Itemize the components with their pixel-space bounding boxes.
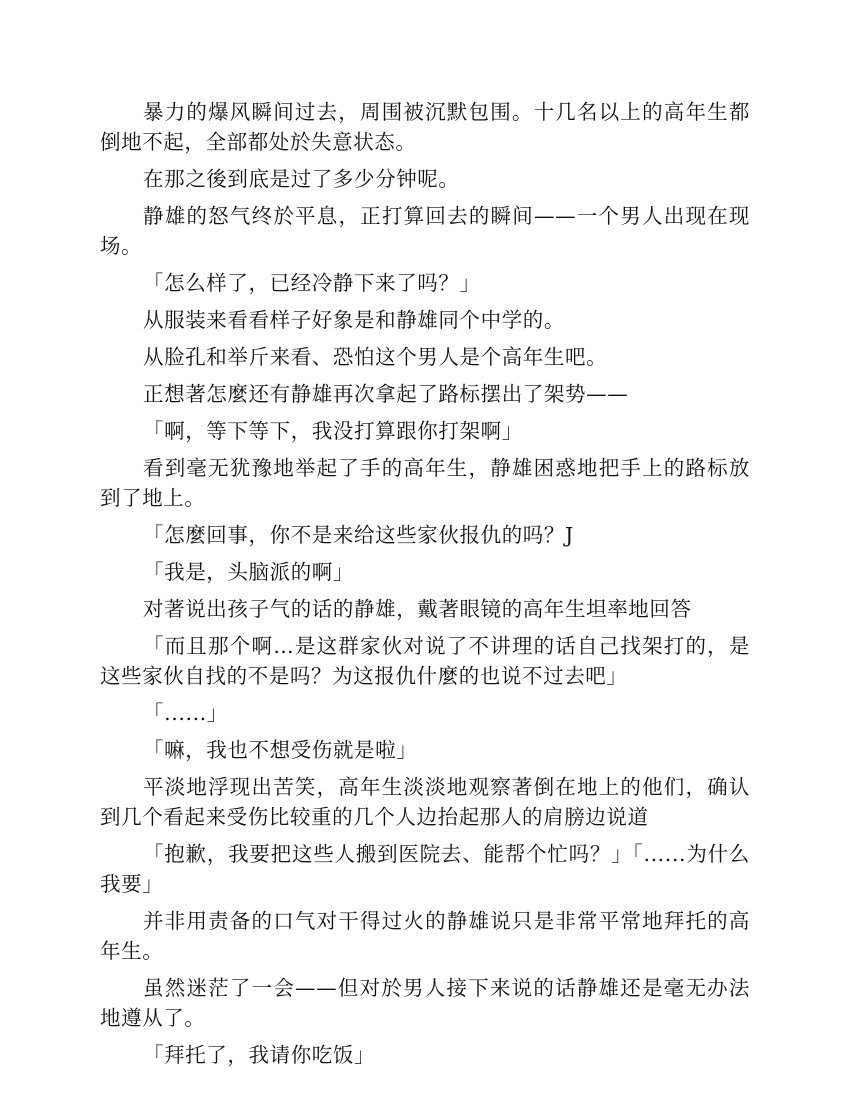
paragraph-9: 看到毫无犹豫地举起了手的高年生，静雄困惑地把手上的路标放到了地上。 (100, 456, 750, 510)
paragraph-14: 「......」 (143, 701, 228, 725)
paragraph-3: 静雄的怒气终於平息，正打算回去的瞬间——一个男人出现在现场。 (100, 204, 750, 258)
paragraph-18: 并非用责备的口气对干得过火的静雄说只是非常平常地拜托的高年生。 (100, 909, 750, 963)
paragraph-6: 从脸孔和举斤来看、恐怕这个男人是个高年生吧。 (143, 345, 608, 369)
paragraph-15: 「嘛，我也不想受伤就是啦」 (143, 738, 418, 762)
paragraph-5: 从服装来看看样子好象是和静雄同个中学的。 (143, 308, 565, 332)
paragraph-4: 「怎么样了，已经冷静下来了吗？」 (143, 271, 481, 295)
paragraph-20: 「拜托了，我请你吃饭」 (143, 1043, 376, 1067)
paragraph-13: 「而且那个啊…是这群家伙对说了不讲理的话自己找架打的，是这些家伙自找的不是吗？为这报仇什麼的也说不过去吧」 (100, 634, 750, 688)
paragraph-2: 在那之後到底是过了多少分钟呢。 (143, 167, 460, 191)
paragraph-17: 「抱歉，我要把这些人搬到医院去、能帮个忙吗？」「......为什么我要」 (100, 842, 750, 896)
paragraph-8: 「啊，等下等下，我没打算跟你打架啊」 (143, 419, 523, 443)
paragraph-1: 暴力的爆风瞬间过去，周围被沉默包围。十几名以上的高年生都倒地不起，全部都处於失意状态。 (100, 100, 750, 154)
paragraph-7: 正想著怎麼还有静雄再次拿起了路标摆出了架势—— (143, 382, 629, 406)
paragraph-11: 「我是，头脑派的啊」 (143, 560, 354, 584)
paragraph-16: 平淡地浮现出苦笑，高年生淡淡地观察著倒在地上的他们，确认到几个看起来受伤比较重的几个人边抬起那人的肩膀边说道 (100, 775, 750, 829)
paragraph-19: 虽然迷茫了一会——但对於男人接下来说的话静雄还是毫无办法地遵从了。 (100, 976, 750, 1030)
paragraph-12: 对著说出孩子气的话的静雄，戴著眼镜的高年生坦率地回答 (143, 597, 692, 621)
paragraph-10: 「怎麼回事，你不是来给这些家伙报仇的吗？J (143, 523, 574, 547)
